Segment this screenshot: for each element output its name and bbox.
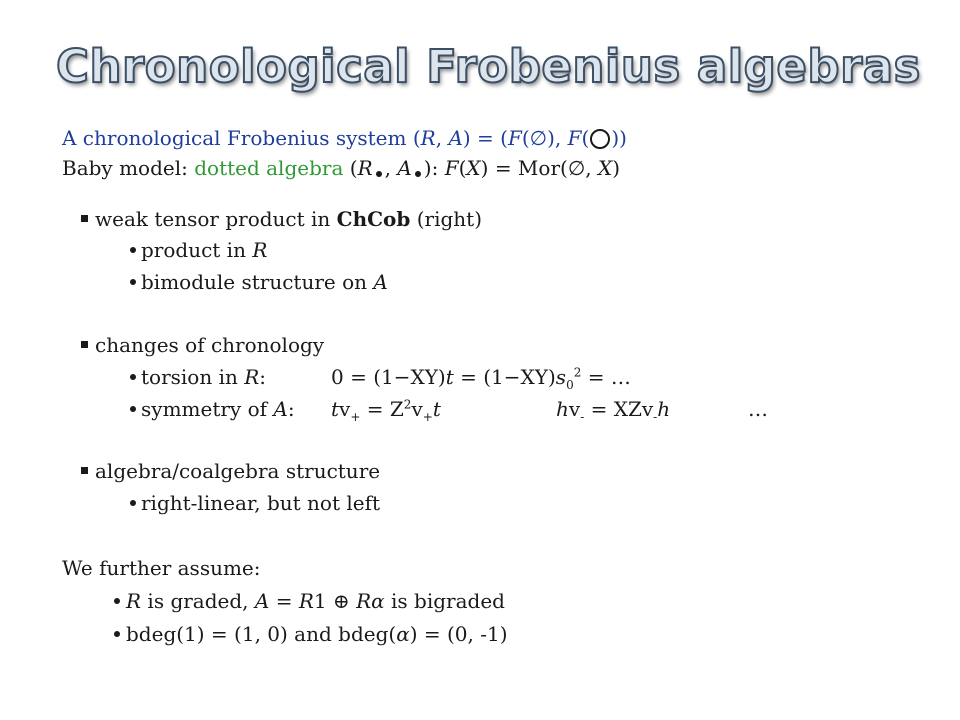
round-bullet-icon: [114, 598, 120, 604]
intro-line-1: A chronological Frobenius system (R, A) = (F(∅), F( )): [62, 126, 627, 150]
sub-bullet-product: product in R: [141, 238, 268, 262]
assume-graded: R is graded, A = R1 ⊕ Rα is bigraded: [126, 589, 505, 613]
square-bullet-icon: [81, 215, 88, 222]
assume-bdeg: bdeg(1) = (1, 0) and bdeg(α) = (0, -1): [126, 622, 508, 646]
round-bullet-icon: [130, 247, 136, 253]
slide-title: Chronological Frobenius algebras: [56, 40, 921, 93]
square-bullet-icon: [81, 341, 88, 348]
symmetry-ellipsis: …: [748, 397, 768, 421]
intro-line-2: Baby model: dotted algebra (R , A ): F(X) = Mor(∅, X): [62, 156, 621, 180]
bullet-weak-tensor: weak tensor product in ChCob (right): [95, 207, 482, 231]
round-bullet-icon: [130, 406, 136, 412]
round-bullet-icon: [130, 279, 136, 285]
square-bullet-icon: [81, 467, 88, 474]
torsion-formula: $0 = (1-XY)t = (1-XY)s_0^2$ = …: [331, 365, 631, 392]
round-bullet-icon: [130, 374, 136, 380]
symmetry-formula-2: $hv_- = XZv_-h$: [556, 397, 671, 424]
round-bullet-icon: [114, 631, 120, 637]
sub-bullet-right-linear: right-linear, but not left: [141, 491, 381, 515]
bullet-algebra-coalgebra: algebra/coalgebra structure: [95, 459, 381, 483]
bullet-changes-chronology: changes of chronology: [95, 333, 325, 357]
dot-icon: [415, 171, 421, 177]
sub-bullet-symmetry: symmetry of A:: [141, 397, 295, 421]
round-bullet-icon: [130, 500, 136, 506]
symmetry-formula-1: $tv_+ = Z^2v_+t$: [331, 397, 441, 424]
circle-icon: [590, 129, 610, 149]
dot-icon: [376, 171, 382, 177]
sub-bullet-torsion: torsion in R:: [141, 365, 267, 389]
assume-heading: We further assume:: [62, 556, 261, 580]
sub-bullet-bimodule: bimodule structure on A: [141, 270, 388, 294]
